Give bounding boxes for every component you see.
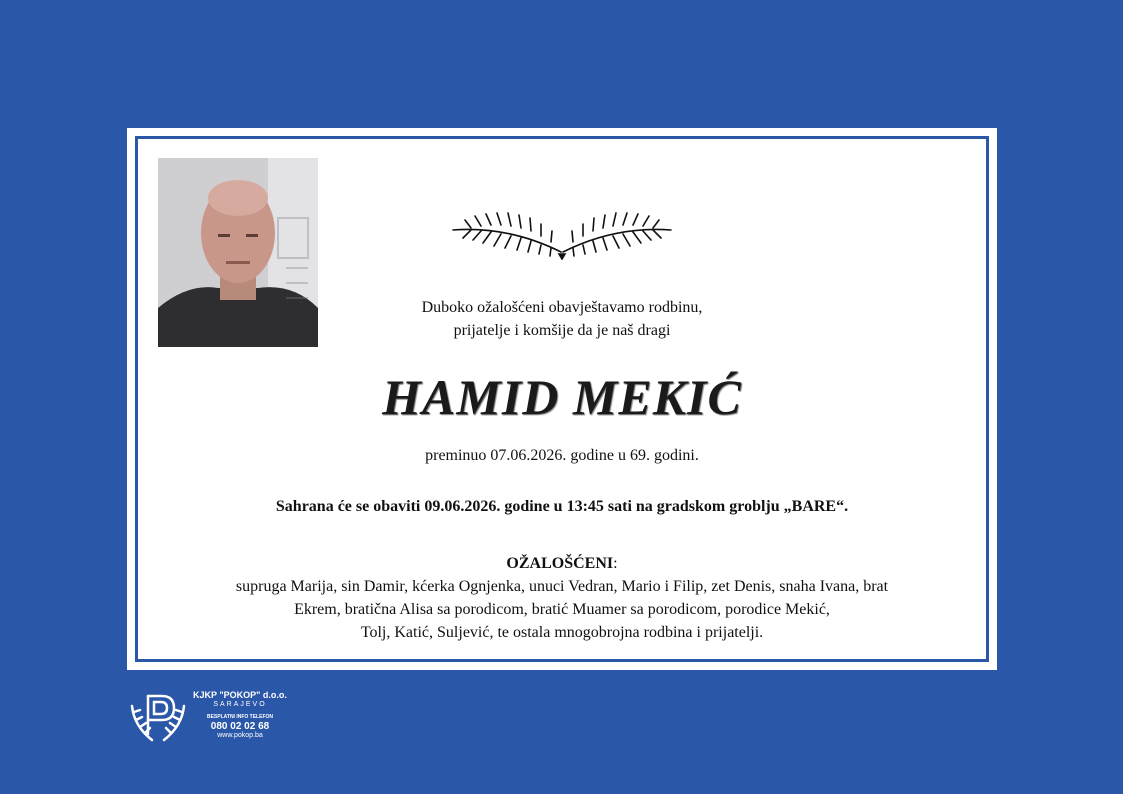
phone-label: BESPLATNI INFO TELEFON — [206, 714, 274, 720]
intro-line-2: prijatelje i komšije da je naš dragi — [453, 322, 671, 339]
funeral-info: Sahrana će se obaviti 09.06.2026. godine u 13:45 sati na gradskom groblju „BARE“. — [275, 498, 849, 515]
company-city: SARAJEVO — [213, 701, 267, 708]
mourners-line-3: Tolj, Katić, Suljević, te ostala mnogobrojna rodbina i prijatelji. — [360, 624, 764, 641]
palm-branches-icon — [449, 206, 675, 260]
death-date-line: preminuo 07.06.2026. godine u 69. godini. — [425, 447, 699, 464]
mourners-title-colon: : — [613, 555, 618, 572]
mourners-title — [127, 555, 997, 573]
mourners-line-2: Ekrem, bratična Alisa sa porodicom, bratić Muamer sa porodicom, porodice Mekić, — [294, 601, 830, 618]
pokop-logo-icon — [128, 690, 188, 746]
company-info — [192, 690, 288, 739]
deceased-name: HAMID MEKIĆ — [382, 369, 742, 425]
intro-text — [127, 296, 997, 342]
mourners-list — [127, 575, 997, 644]
company-logo — [128, 690, 288, 746]
intro-line-1: Duboko ožalošćeni obavještavamo rodbinu, — [421, 299, 703, 316]
company-website: www.pokop.ba — [217, 732, 263, 739]
mourners-line-1: supruga Marija, sin Damir, kćerka Ognjenka, unuci Vedran, Mario i Filip, zet Denis, snaha Ivana, brat — [235, 578, 889, 595]
obituary-card — [127, 128, 997, 670]
company-phone: 080 02 02 68 — [210, 721, 270, 732]
company-name: KJKP "POKOP" d.o.o. — [193, 690, 287, 700]
mourners-title-text: OŽALOŠĆENI — [506, 555, 614, 572]
